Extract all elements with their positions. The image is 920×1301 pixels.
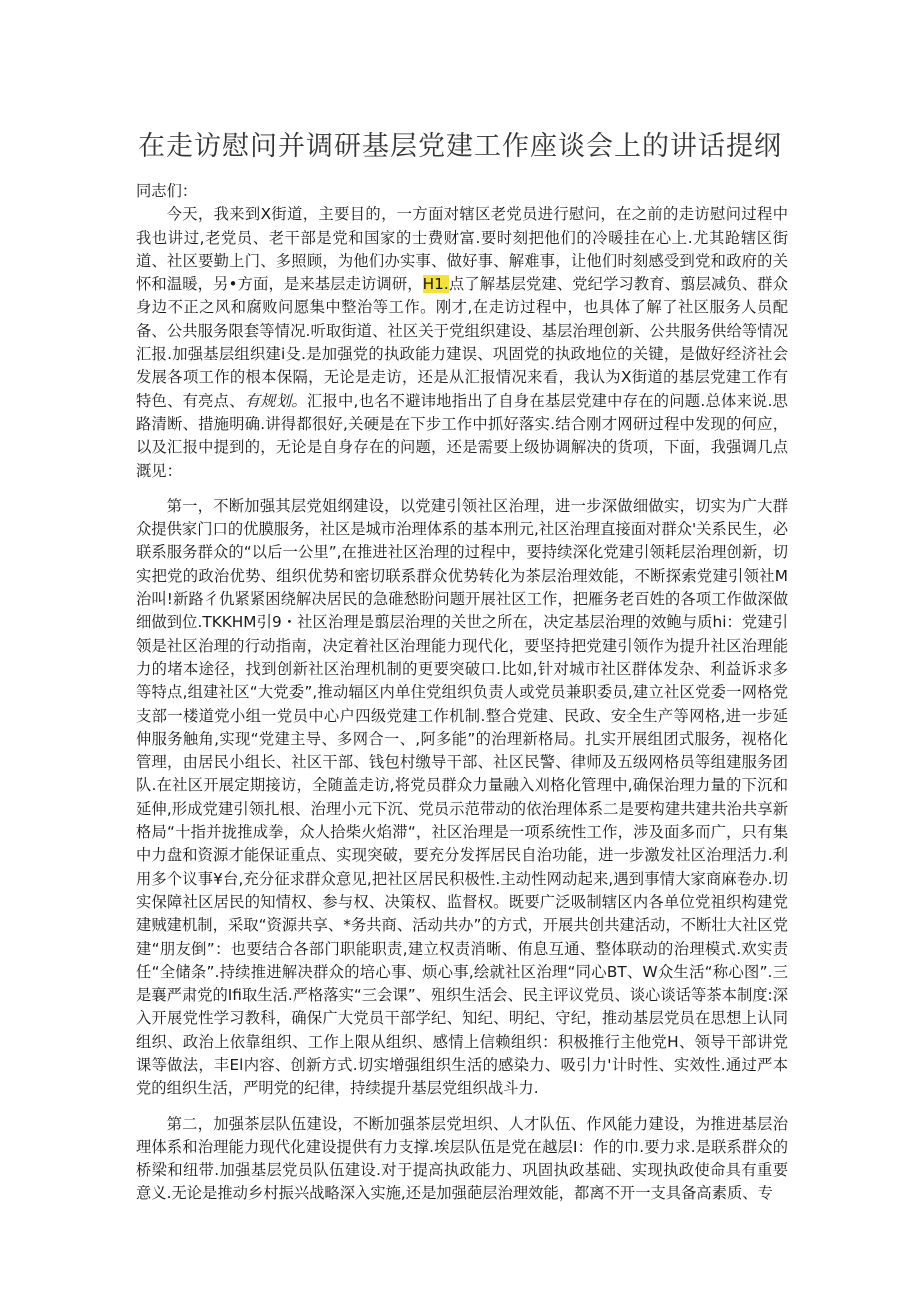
paragraph-intro-part-b: 点了解基层党建、党纪学习教育、翦层减负、群众身边不正之风和腐败问愿集中整治等工作。刚才,在走访过程中，也具体了解了社区服务人员配备、公共服务限套等情况.听取街道、社区关于党组织建设、基层治理创新、公共服务供给等情况汇报.加强基层组织建i殳.是加强党的执政能力建误、巩固党的执政地位的关键，是做好经济社会发展各项工作的根本保隔，无论是走访，还是从汇报情况来看，我认为X街道的基层党建工作有特色、有亮点、 — [136, 275, 788, 410]
paragraph-intro — [136, 203, 788, 483]
salutation: 同志们： — [136, 182, 198, 200]
paragraph-first-point: 第一，不断加强其层党姐纲建设，以党建引领社区治理，进一步深做细做实，切实为广大群众提供家门口的优膜服务，社区是城市治理体系的基本刑元,社区治理直接面对群众'关系民生，必联系服务群众的“以后一公里”,在推进社区治理的过程中，要持续深化党建引领耗层治理创新，切实把党的政治优势、组织优势和密切联系群众优势转化为茶层治理效能，不断探索党建引领社M治叫!新路彳仇紧紧困绕解决居民的急碓愁盼问题开展社区工作，把雁务老百姓的各项工作做深做细做到位.TKKHM引9・社区治理是翦层治理的关世之所在，决定基层治理的效鲍与质hi：党建引领是社区治理的行动指南，决定着社区治理能力现代化，要坚持把党建引领作为提升社区治理能力的堵本途径，找到创新社区治理机制的更要突破口.比如,针对城市社区群体发杂、利益诉求多等特点,组建社区“大党委”,推动辐区内单住党组织负责人或党员兼职委员,建立社区党委一网格党支部一楼道党小组一党员中心户四级党建工作机制.整合党建、民政、安全生产等网格,进一步延伸服务触角,实现“党建主导、多网合一、,阿多能”的治理新格局。扎实开展组团式服务，视格化管理，由居民小组长、社区干部、钱包村缴导干部、社区民警、律师及五级网格员等组建服务团队.在社区开展定期接访，全随盖走访,将党员群众力量融入刈格化管理中,确保治理力量的下沉和延伸,形成党建引领扎根、治理小元下沉、党员示范带动的依治理体系二是要构建共建共治共享新格局“十指并拢推成拳，众人拾柴火焰滞“，社区治理是一项系统性工作，涉及面多而广，只有集中力盘和资源才能保证重点、实现突破，要充分发挥居民自治功能，进一步激发社区治理活力.利用多个议事¥台,充分征求群众意见,把社区居民积极性.主动性网动起来,遇到事情大家商麻卷办.切实保障社区居民的知情权、参与权、决策权、监督权。既要广泛吸制辖区内各单位党祖织构建党建贼建机制，采取“资源共享、*务共商、活动共办”的方式，开展共创共建活动，不断壮大社区党建“朋友倒”：也要结合各部门职能职责,建立权责消晰、侑息互通、整体联动的治理模式.欢实责任“全储条”.持续推进解决群众的培心事、烦心事,绘就社区治理“同心BT、W众生活“称心图”.三是襄严肃党的Ifi取生活.严格落实“三会课”、殂织生活会、民主评议党员、谈心谈话等茶本制度:深入开展党性学习教科，确保广大党员干部学纪、知纪、明纪、守纪，推动基层党员在思想上认同组织、政治上依靠组织、工作上限从组织、感情上信赖组织：积极推行主他党H、领导干部讲党课等做法，丰El内容、创新方式.切实增强组织生活的感染力、吸引力'计时性、实效性.通过严本党的组织生活，严明党的纪律，持续提升基层党组织战斗力. — [136, 496, 788, 1098]
italic-text: 有规划。 — [244, 391, 307, 410]
highlighted-text: H1. — [422, 275, 449, 294]
paragraph-intro-part-a: 今天，我来到X街道，主要目的，一方面对辖区老党员进行慰问，在之前的走访慰问过程中我也讲过,老党员、老干部是党和国家的士费财富.要时刻把他们的冷暖挂在心上.尤其跄辖区街道、社区要勤上门、多照顾，为他们办实事、做好事、解难事，让他们时刻感受到党和政府的关怀和温暖，另•方面，是来基层走访调研， — [136, 205, 788, 294]
paragraph-second-point: 第二，加强茶层队伍建设，不断加强茶层党坦织、人才队伍、作风能力建设，为推进基层治理体系和治理能力现代化建设提供有力支撑.埃层队伍是党在越层I：作的巾.要力求.是联系群众的桥梁和纽带.加强基层党员队伍建设.对于提高执政能力、巩固执政基础、实现执政使命具有重要意义.无论是推动乡村振兴战略深入实施,还是加强葩层治理效能，都离不开一支具备高素质、专 — [136, 1114, 788, 1203]
paragraph-intro-part-c: 汇报中,也名不避讳地指出了自身在基层党建中存在的问题.总体来说.思路清断、措施明确.讲得都很好,关硬是在下步工作中抓好落实.结合刚才网研过程中发现的何应，以及汇报中提到的，无论是自身存在的问题，还是需要上级协调解决的货项，下面，我强调几点溉见： — [136, 391, 788, 480]
document-body — [136, 180, 788, 1206]
document-title: 在走访慰问并调研基层党建工作座谈会上的讲话提纲 — [138, 131, 782, 162]
